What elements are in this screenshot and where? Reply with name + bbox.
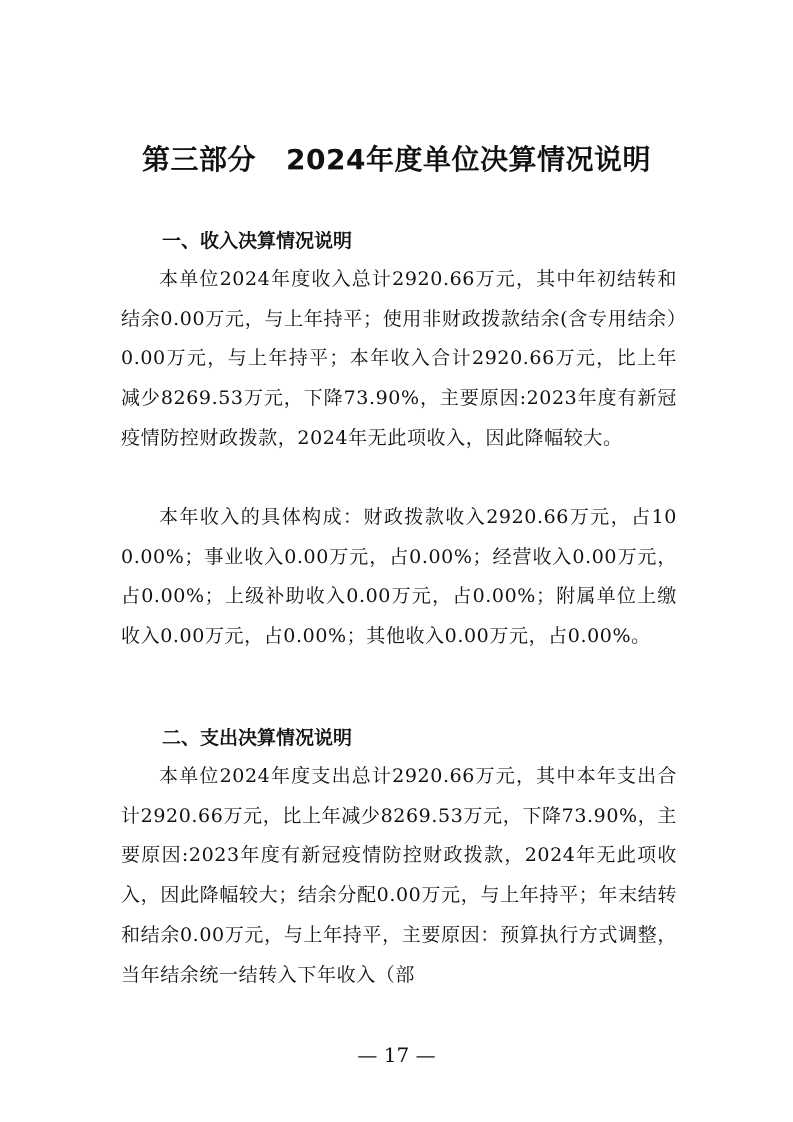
title-part: 第三部分: [142, 143, 257, 176]
section-heading-income: 一、收入决算情况说明: [162, 230, 353, 252]
page-number: — 17 —: [357, 1043, 436, 1067]
paragraph-expenditure-summary: 本单位2024年度支出总计2920.66万元，其中本年支出合计2920.66万元，比上年减少8269.53万元，下降73.90%，主要原因:2023年度有新冠疫情防控财政拨款，2024年无此项收入，因此降幅较大；结余分配0.00万元，与上年持平；年末结转和结余0.00万元，与上年持平，主要原因：预算执行方式调整，当年结余统一结转入下年收入（部: [121, 765, 677, 986]
page-title: [0, 138, 793, 182]
paragraph-income-summary: 本单位2024年度收入总计2920.66万元，其中年初结转和结余0.00万元，与上年持平；使用非财政拨款结余(含专用结余）0.00万元，与上年持平；本年收入合计2920.66万元，比上年减少8269.53万元，下降73.90%，主要原因:2023年度有新冠疫情防控财政拨款，2024年无此项收入，因此降幅较大。: [121, 268, 677, 449]
section-heading-expenditure: 二、支出决算情况说明: [162, 727, 353, 749]
paragraph-income-composition: 本年收入的具体构成：财政拨款收入2920.66万元，占100.00%；事业收入0.00万元，占0.00%；经营收入0.00万元，占0.00%；上级补助收入0.00万元，占0.00%；附属单位上缴收入0.00万元，占0.00%；其他收入0.00万元，占0.00%。: [121, 506, 677, 648]
title-text: 2024年度单位决算情况说明: [286, 143, 651, 176]
